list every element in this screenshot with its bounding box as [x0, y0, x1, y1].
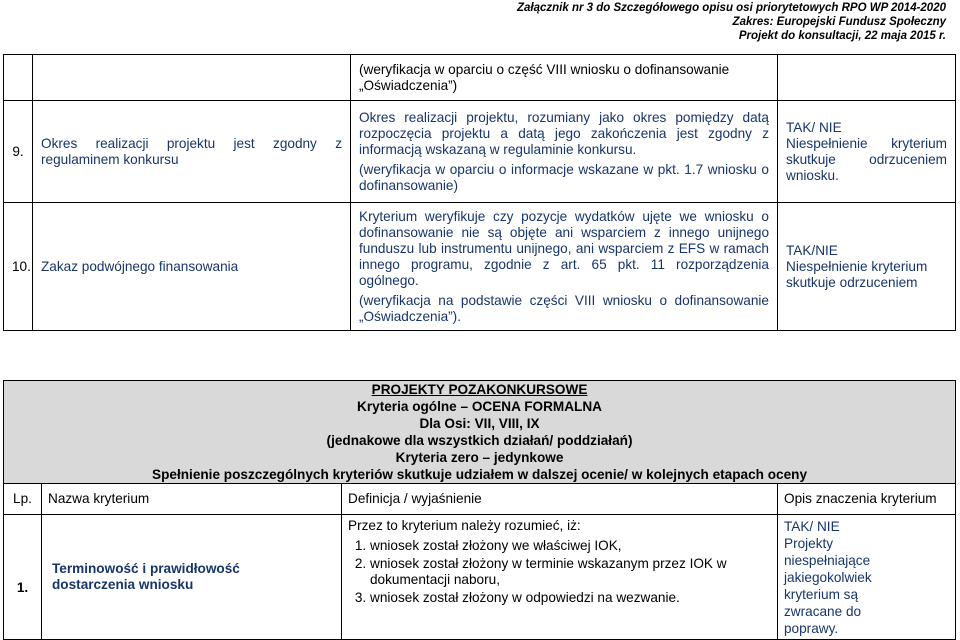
document-header [517, 1, 946, 43]
banner-line: (jednakowe dla wszystkich działań/ poddziałań) [326, 433, 633, 448]
table-row [4, 203, 956, 331]
criterion-definition [351, 101, 778, 203]
column-header-definition: Definicja / wyjaśnienie [342, 484, 778, 515]
banner-line: Kryteria zero – jedynkowe [395, 450, 564, 465]
criterion-definition [342, 515, 778, 640]
consequence-text: Niespełnienie kryterium skutkuje odrzuceniem [786, 258, 928, 290]
verification-note: (weryfikacja w oparciu o część VIII wniosku o dofinansowanie „Oświadczenia”) [351, 55, 778, 101]
criterion-meaning [778, 515, 956, 640]
consequence-text: Niespełnienie kryterium skutkuje odrzuceniem wniosku. [786, 135, 947, 183]
header-line-3: Projekt do konsultacji, 22 maja 2015 r. [738, 30, 946, 42]
status-label: TAK/NIE [786, 242, 838, 258]
criterion-name: Terminowość i prawidłowość dostarczenia wniosku [42, 515, 342, 640]
criterion-name: Okres realizacji projektu jest zgodny z regulaminem konkursu [33, 101, 351, 203]
table-row [4, 101, 956, 203]
table-row [4, 515, 956, 640]
list-item: 2. wniosek został złożony w terminie wskazanym przez IOK w dokumentacji naboru, [370, 556, 771, 588]
criterion-meaning [778, 203, 956, 331]
column-header-meaning: Opis znaczenia kryterium [778, 484, 956, 515]
definition-list [348, 538, 771, 606]
section-banner [4, 381, 956, 484]
definition-paragraph: Kryterium weryfikuje czy pozycje wydatków ujęte we wniosku o dofinansowanie nie są objęte ani wsparciem z innego unijnego funduszu lub instrumentu unijnego, ani wsparciem z EFS w ramach innego programu, zgodnie z art. 65 pkt. 11 rozporządzenia ogólnego. [359, 208, 769, 288]
header-line-2: Zakres: Europejski Fundusz Społeczny [732, 16, 946, 28]
definition-paragraph: (weryfikacja na podstawie części VIII wniosku o dofinansowanie „Oświadczenia”). [359, 292, 769, 324]
row-number: 1. [4, 515, 42, 640]
row-number: 10. [4, 203, 33, 331]
definition-paragraph: Okres realizacji projektu, rozumiany jako okres pomiędzy datą rozpoczęcia projektu a datą jego zakończenia jest zgodny z informacją wskazaną w regulaminie konkursu. [359, 109, 769, 157]
status-label: TAK/ NIE [784, 519, 840, 534]
header-line-1: Załącznik nr 3 do Szczegółowego opisu osi priorytetowych RPO WP 2014-2020 [516, 2, 946, 14]
banner-line: Kryteria ogólne – OCENA FORMALNA [357, 399, 602, 414]
column-header-name: Nazwa kryterium [42, 484, 342, 515]
criteria-table-general [3, 54, 956, 331]
definition-intro: Przez to kryterium należy rozumieć, iż: [348, 518, 581, 533]
column-header-lp: Lp. [4, 484, 42, 515]
criteria-table-non-competitive [3, 380, 956, 640]
table-header-row [4, 484, 956, 515]
criterion-name: Zakaz podwójnego finansowania [33, 203, 351, 331]
definition-paragraph: (weryfikacja w oparciu o informacje wskazane w pkt. 1.7 wniosku o dofinansowanie) [359, 161, 769, 193]
table-row [4, 55, 956, 101]
row-number: 9. [4, 101, 33, 203]
banner-title: PROJEKTY POZAKONKURSOWE [371, 382, 588, 397]
list-item: 1. wniosek został złożony we właściwej IOK, [370, 538, 771, 554]
criterion-definition [351, 203, 778, 331]
list-item: 3. wniosek został złożony w odpowiedzi na wezwanie. [370, 590, 771, 606]
consequence-text: Projekty niespełniające jakiegokolwiek kryterium są zwracane do poprawy. [784, 536, 872, 636]
table-banner-row [4, 381, 956, 484]
criterion-meaning [778, 101, 956, 203]
status-label: TAK/ NIE [786, 119, 842, 135]
banner-line: Spełnienie poszczególnych kryteriów skutkuje udziałem w dalszej ocenie/ w kolejnych etapach oceny [152, 467, 808, 482]
banner-line: Dla Osi: VII, VIII, IX [419, 416, 540, 431]
